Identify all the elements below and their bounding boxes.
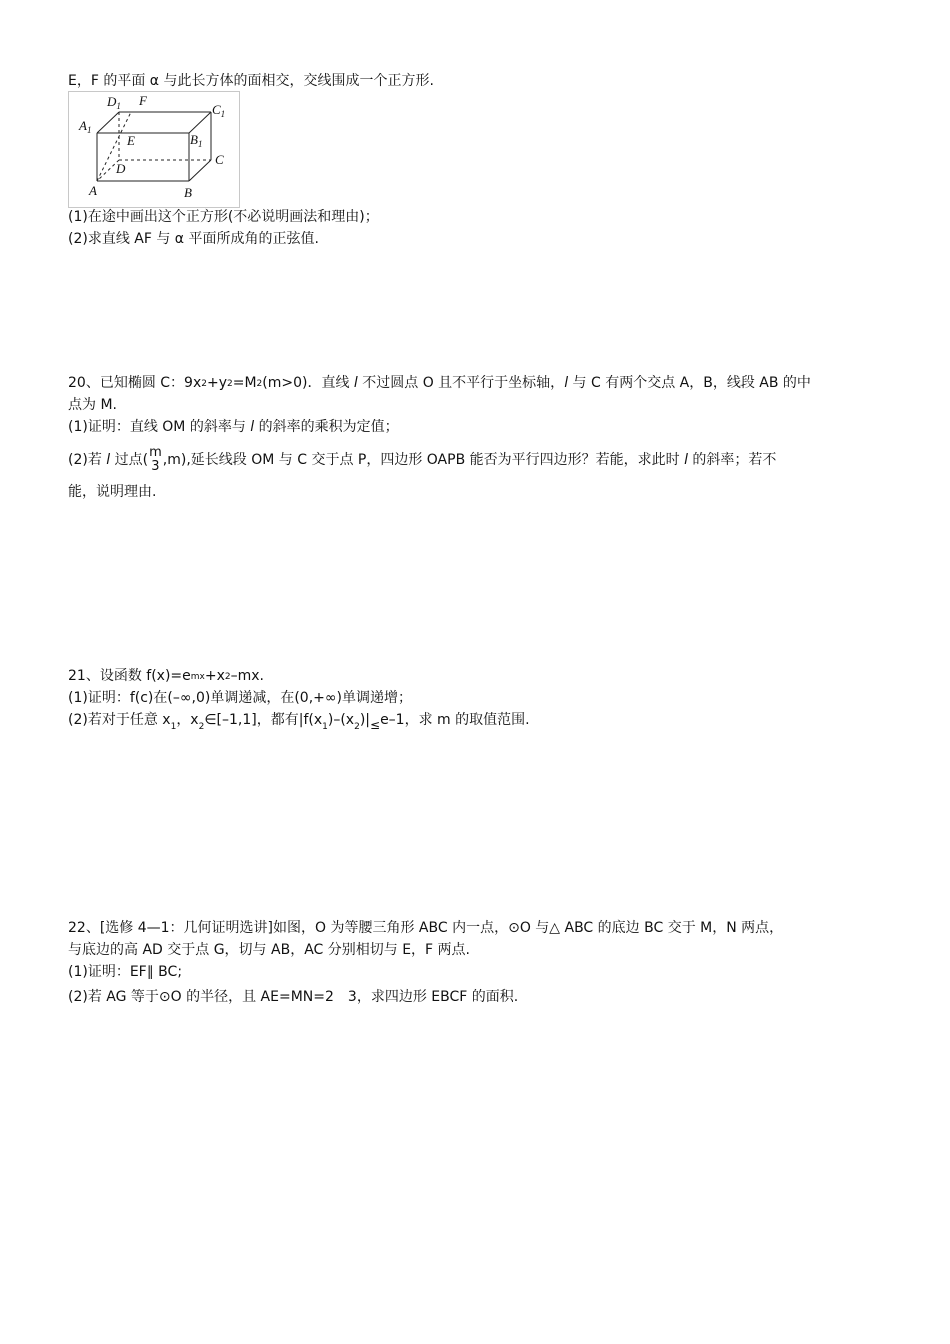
q19-part2: (2)求直线 AF 与 α 平面所成角的正弦值. (68, 231, 319, 247)
q21-part2: (2)若对于任意 $x_1$，$x_2\in[-1,1]$，都有$|f(x_1)-(x_2)|\le e-1$，求 m 的取值范围. (68, 712, 530, 732)
q22-line2: 与底边的高 AD 交于点 G，切与 AB，AC 分别相切与 E，F 两点. (68, 942, 470, 958)
cuboid-diagram (69, 92, 239, 207)
label-B: B (184, 185, 192, 200)
q20-line2: 点为 M. (68, 397, 117, 413)
q20-part2: (2)若 l 过点( m 3 ,m),延长线段 OM 与 C 交于点 P，四边形 OAPB 能否为平行四边形？若能，求此时 l 的斜率；若不 (68, 445, 777, 474)
q22-part2: (2)若 AG 等于⊙O 的半径，且 AE=MN=2 3，求四边形 EBCF 的面积. (68, 989, 519, 1005)
q20-part1: (1)证明：直线 OM 的斜率与 l 的斜率的乘积为定值； (68, 419, 399, 435)
q19-part1: (1)在途中画出这个正方形(不必说明画法和理由)； (68, 209, 379, 225)
q21-part1: (1)证明：f(c)在(–∞,0)单调递减，在(0,+∞)单调递增； (68, 690, 412, 706)
label-C: C (215, 152, 224, 167)
q22-part1: (1)证明：EF∥ BC; (68, 964, 183, 980)
cuboid-figure (68, 91, 240, 208)
q21-line1: 21、设函数 f(x)=emx+x2–mx. (68, 668, 264, 684)
label-B1: $B_1$ (190, 132, 203, 149)
q22-line1: 22、[选修 4—1：几何证明选讲]如图，O 为等腰三角形 ABC 内一点，⊙O 与△ ABC 的底边 BC 交于 M，N 两点， (68, 920, 784, 936)
label-F: F (139, 93, 147, 108)
q20-part2-line2: 能，说明理由. (68, 484, 157, 500)
label-E: E (127, 133, 135, 148)
q19-intro: E，F 的平面 α 与此长方体的面相交，交线围成一个正方形. (68, 73, 434, 89)
fraction-m-over-3: m 3 (149, 445, 162, 474)
label-C1: $C_1$ (212, 102, 226, 119)
label-A: A (89, 183, 97, 198)
label-D1: $D_1$ (107, 94, 121, 111)
label-A1: $A_1$ (79, 118, 92, 135)
q20-line1: 20、已知椭圆 C：9x2+y2=M2(m>0)．直线 l 不过圆点 O 且不平行于坐标轴，l 与 C 有两个交点 A，B，线段 AB 的中 (68, 375, 811, 391)
label-D: D (116, 161, 126, 176)
